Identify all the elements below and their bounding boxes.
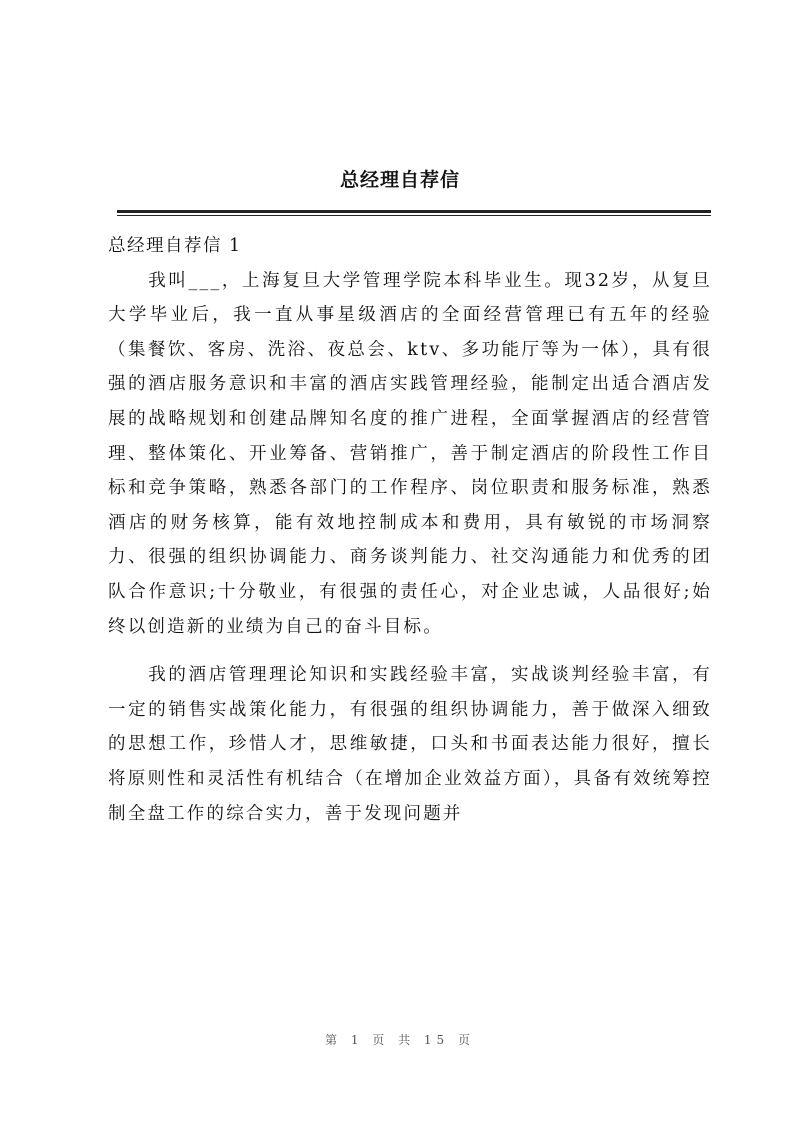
section-heading: 总经理自荐信 1 — [108, 236, 242, 256]
body-paragraph-1: 我叫___，上海复旦大学管理学院本科毕业生。现32岁，从复旦大学毕业后，我一直从事星级酒店的全面经营管理已有五年的经验（集餐饮、客房、洗浴、夜总会、ktv、多功能厅等为一体），具有很强的酒店服务意识和丰富的酒店实践管理经验，能制定出适合酒店发展的战略规划和创建品牌知名度的推广进程，全面掌握酒店的经营管理、整体策化、开业筹备、营销推广，善于制定酒店的阶段性工作目标和竞争策略，熟悉各部门的工作程序、岗位职责和服务标准，熟悉酒店的财务核算，能有效地控制成本和费用，具有敏锐的市场洞察力、很强的组织协调能力、商务谈判能力、社交沟通能力和优秀的团队合作意识;十分敬业，有很强的责任心，对企业忠诚，人品很好;始终以创造新的业绩为自己的奋斗目标。 — [108, 270, 712, 637]
title-divider-thin — [117, 215, 711, 216]
page-number-footer: 第 1 页 共 15 页 — [325, 1033, 475, 1047]
title-divider-thick — [117, 210, 711, 213]
document-title: 总经理自荐信 — [339, 169, 460, 191]
document-body — [108, 229, 712, 831]
body-paragraph-2: 我的酒店管理理论知识和实践经验丰富，实战谈判经验丰富，有一定的销售实战策化能力，有很强的组织协调能力，善于做深入细致的思想工作，珍惜人才，思维敏捷，口头和书面表达能力很好，擅长将原则性和灵活性有机结合（在增加企业效益方面），具备有效统筹控制全盘工作的综合实力，善于发现问题并 — [108, 665, 712, 824]
